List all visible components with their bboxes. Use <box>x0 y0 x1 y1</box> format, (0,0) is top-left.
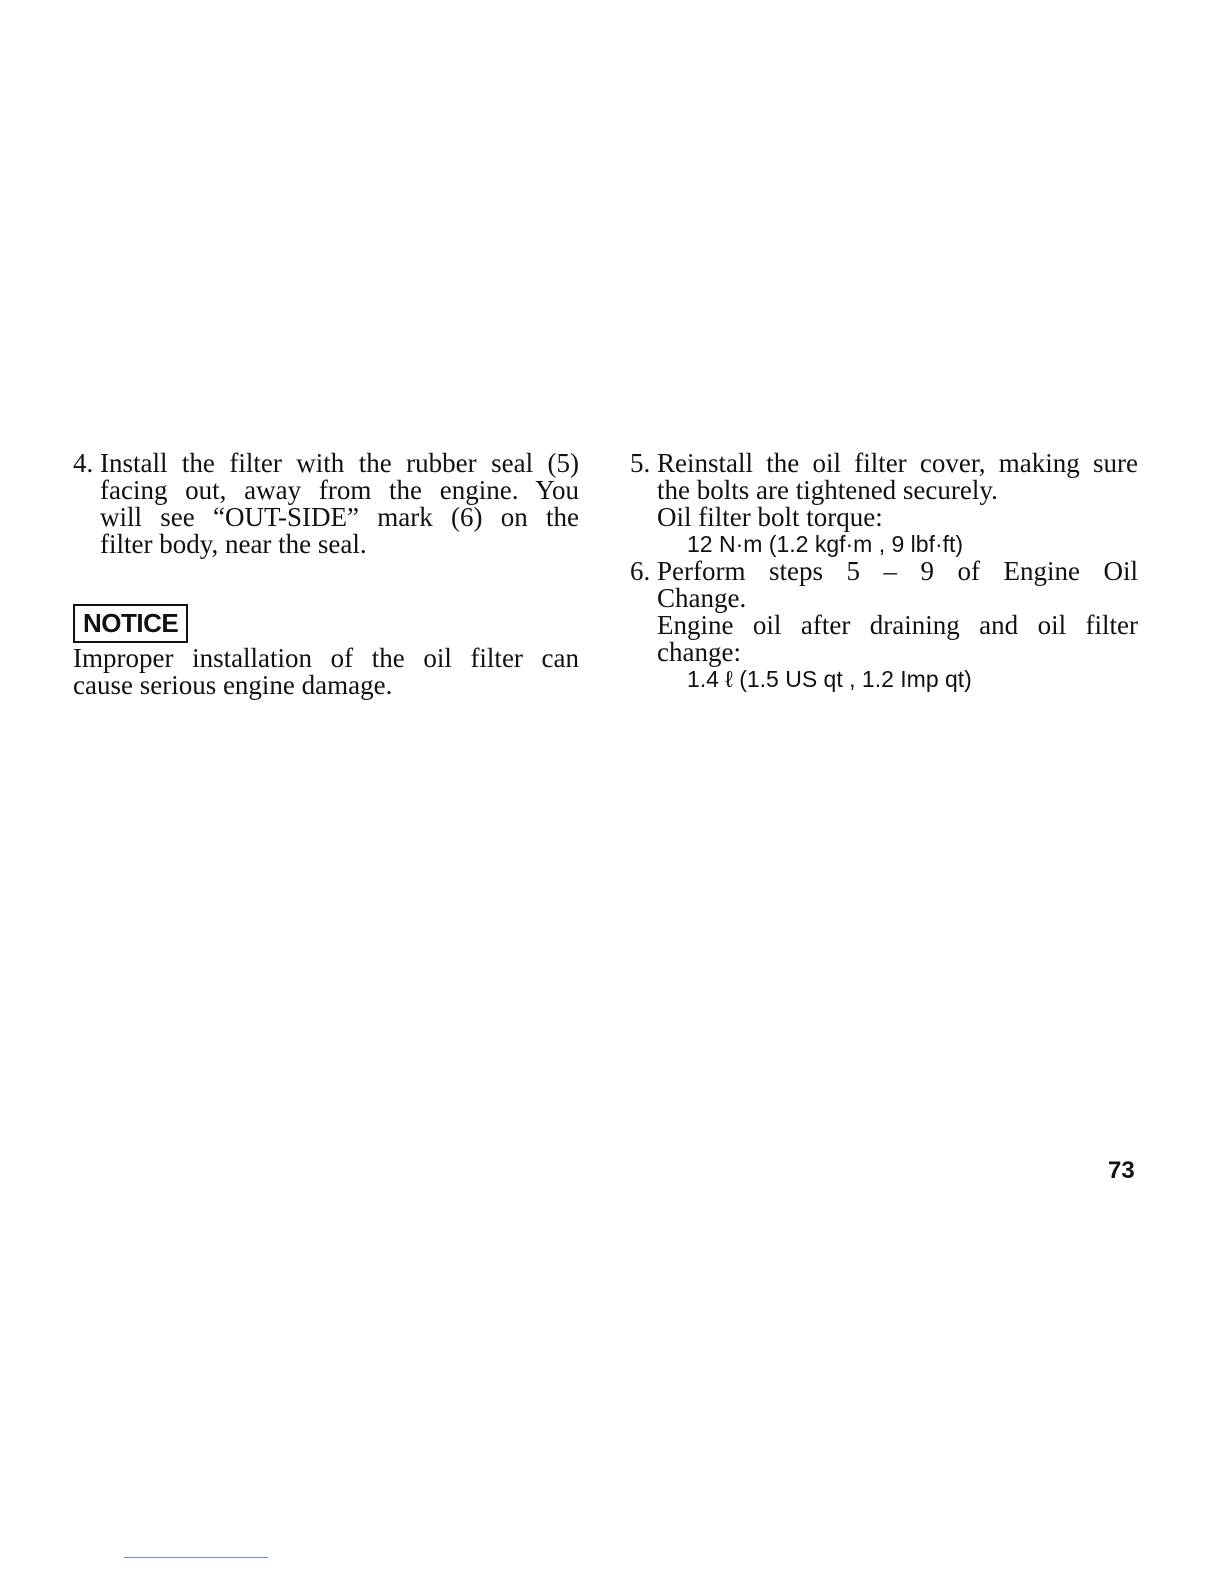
page-number: 73 <box>1108 1157 1135 1184</box>
step-5-text <box>657 450 1138 558</box>
notice-block <box>73 604 579 699</box>
step-6 <box>630 558 1138 693</box>
step-4-line-1: Install the filter with the rubber seal (5) <box>100 448 579 478</box>
step-4-line-3: will see “OUT-SIDE” mark (6) on the <box>100 502 579 532</box>
step-5 <box>630 450 1138 558</box>
step-6-text <box>657 558 1138 693</box>
notice-label: NOTICE <box>73 604 188 643</box>
left-column <box>73 450 579 699</box>
notice-line-1: Improper installation of the oil filter can <box>73 643 579 673</box>
notice-text <box>73 645 579 699</box>
oil-capacity-spec: 1.4 ℓ (1.5 US qt , 1.2 Imp qt) <box>687 666 972 692</box>
step-4-text <box>100 450 579 558</box>
step-5-line-2: the bolts are tightened securely. <box>657 475 998 505</box>
bolt-torque-spec: 12 N·m (1.2 kgf·m , 9 lbf·ft) <box>687 531 964 557</box>
step-6-line-4: change: <box>657 637 741 667</box>
right-column <box>630 450 1138 693</box>
notice-line-2: cause serious engine damage. <box>73 670 393 700</box>
step-4-line-4: filter body, near the seal. <box>100 529 367 559</box>
step-6-line-3: Engine oil after draining and oil filter <box>657 610 1138 640</box>
step-4 <box>73 450 579 558</box>
step-4-number: 4. <box>73 448 94 478</box>
scan-rule-line <box>124 1557 268 1558</box>
step-4-line-2: facing out, away from the engine. You <box>100 475 579 505</box>
step-6-number: 6. <box>630 556 651 586</box>
step-5-number: 5. <box>630 448 651 478</box>
step-5-line-1: Reinstall the oil filter cover, making sure <box>657 448 1138 478</box>
step-5-line-3: Oil filter bolt torque: <box>657 502 883 532</box>
step-6-line-1: Perform steps 5 – 9 of Engine Oil <box>657 556 1138 586</box>
step-6-line-2: Change. <box>657 583 747 613</box>
